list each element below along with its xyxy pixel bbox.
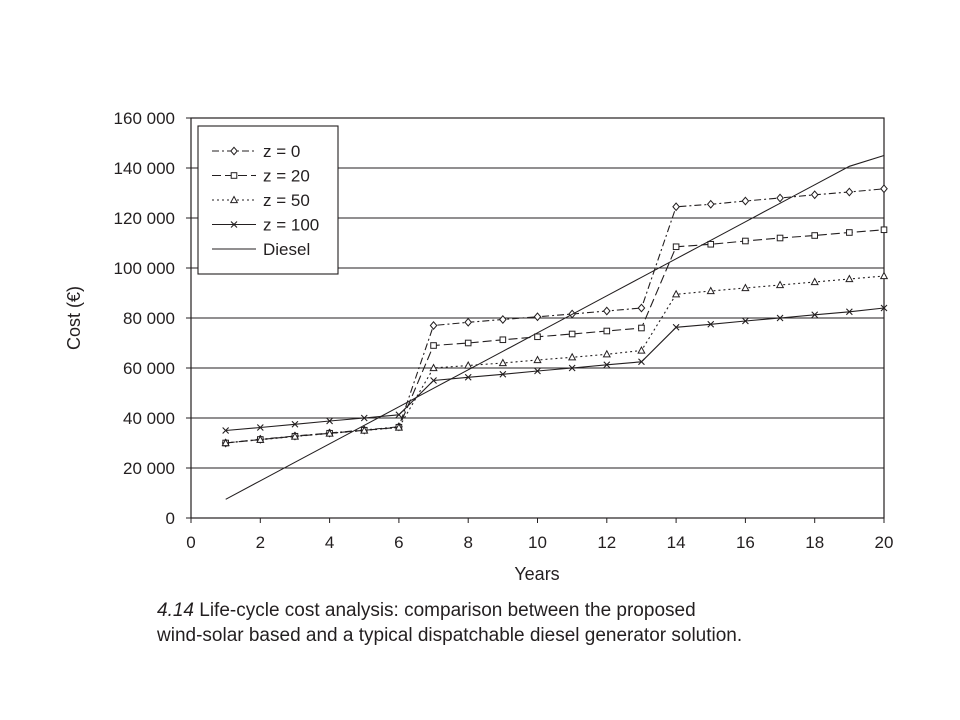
- data-point: [431, 343, 437, 349]
- legend: [198, 126, 338, 274]
- x-tick-label: 14: [666, 533, 686, 552]
- data-point: [881, 185, 887, 192]
- data-point: [465, 340, 471, 346]
- y-tick-label: 60 000: [123, 359, 175, 378]
- data-point: [500, 337, 506, 343]
- data-point: [604, 307, 610, 314]
- data-point: [673, 291, 680, 297]
- legend-label: Diesel: [263, 240, 311, 259]
- data-point: [881, 273, 888, 279]
- x-tick-label: 16: [735, 533, 755, 552]
- data-point: [673, 203, 679, 210]
- data-point: [743, 238, 749, 244]
- y-tick-label: 120 000: [113, 209, 175, 228]
- data-point: [500, 316, 506, 323]
- data-point: [742, 197, 748, 204]
- x-tick-label: 18: [805, 533, 825, 552]
- legend-label: z = 0: [263, 142, 301, 161]
- figure-number: 4.14: [157, 600, 194, 621]
- y-tick-label: 160 000: [113, 109, 175, 128]
- x-tick-label: 8: [463, 533, 473, 552]
- x-tick-label: 12: [597, 533, 617, 552]
- legend-label: z = 50: [263, 191, 310, 210]
- data-point: [465, 362, 472, 368]
- caption-text-1: Life-cycle cost analysis: comparison between the proposed: [193, 600, 696, 621]
- data-point: [604, 328, 610, 334]
- x-tick-label: 6: [394, 533, 404, 552]
- data-point: [777, 194, 783, 201]
- data-point: [638, 347, 645, 353]
- x-axis-label: Years: [514, 564, 560, 584]
- y-axis-label: Cost (€): [64, 285, 84, 351]
- x-tick-label: 10: [528, 533, 547, 552]
- x-tick-label: 20: [874, 533, 894, 552]
- data-point: [777, 282, 784, 288]
- data-point: [742, 285, 749, 291]
- data-point: [673, 244, 679, 250]
- data-point: [465, 319, 471, 326]
- y-tick-label: 140 000: [113, 159, 175, 178]
- data-point: [430, 322, 436, 329]
- x-tick-label: 2: [255, 533, 266, 552]
- data-point: [847, 230, 853, 236]
- data-point: [812, 191, 818, 198]
- y-tick-label: 80 000: [123, 309, 175, 328]
- data-point: [811, 279, 818, 285]
- data-point: [569, 331, 575, 337]
- data-point: [846, 188, 852, 195]
- data-point: [535, 334, 541, 340]
- caption-line-1: [157, 598, 917, 623]
- y-tick-label: 20 000: [123, 459, 175, 478]
- x-tick-label: 4: [324, 533, 335, 552]
- y-tick-label: 0: [165, 509, 175, 528]
- data-point: [707, 288, 714, 294]
- data-point: [881, 227, 887, 233]
- data-point: [604, 351, 611, 357]
- y-tick-label: 40 000: [123, 409, 175, 428]
- data-point: [231, 173, 237, 179]
- series-line: [226, 308, 884, 431]
- x-tick-labels: [186, 518, 893, 552]
- data-point: [500, 360, 507, 366]
- legend-label: z = 100: [263, 215, 320, 235]
- data-point: [534, 357, 541, 363]
- data-point: [638, 304, 644, 311]
- caption-line-2: wind-solar based and a typical dispatchable diesel generator solution.: [157, 625, 743, 646]
- data-point: [846, 276, 853, 282]
- data-point: [569, 354, 576, 360]
- series-4: [223, 305, 887, 434]
- data-point: [534, 313, 540, 320]
- figure-caption: [157, 598, 917, 648]
- y-tick-label: 100 000: [113, 259, 175, 278]
- series-3: [222, 273, 887, 446]
- y-tick-labels: [114, 109, 191, 528]
- x-tick-label: 0: [186, 533, 196, 552]
- data-point: [708, 241, 714, 247]
- data-point: [639, 325, 645, 331]
- data-point: [812, 233, 818, 239]
- data-point: [708, 201, 714, 208]
- data-point: [777, 235, 783, 241]
- legend-label: z = 20: [263, 166, 310, 186]
